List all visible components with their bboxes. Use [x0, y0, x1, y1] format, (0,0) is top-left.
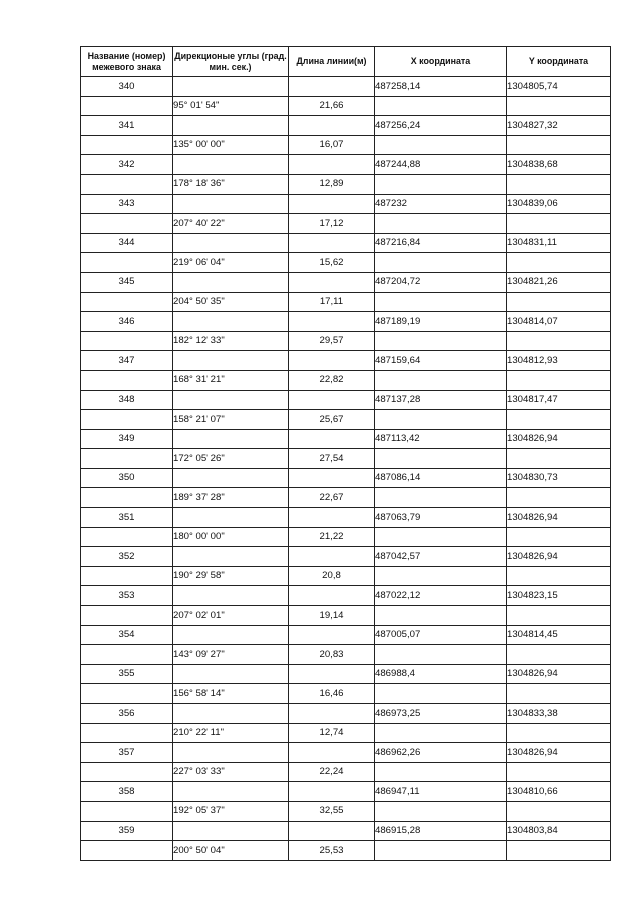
- x-coordinate-cell: 487137,28: [375, 390, 507, 410]
- point-row: [81, 77, 611, 97]
- x-coordinate-cell: 487258,14: [375, 77, 507, 97]
- x-coordinate-cell: 487005,07: [375, 625, 507, 645]
- y-coordinate-cell-empty: [507, 449, 611, 469]
- point-row: [81, 155, 611, 175]
- direction-angle-cell: 192° 05' 37": [173, 801, 289, 821]
- mark-name-cell-empty: [81, 214, 173, 234]
- y-coordinate-cell: 1304821,26: [507, 272, 611, 292]
- direction-angle-cell: 227° 03' 33": [173, 762, 289, 782]
- y-coordinate-cell-empty: [507, 762, 611, 782]
- length-cell-empty: [289, 155, 375, 175]
- x-coordinate-cell: 487042,57: [375, 547, 507, 567]
- y-coordinate-cell-empty: [507, 135, 611, 155]
- header-x-coordinate: X координата: [375, 47, 507, 77]
- direction-angle-cell: 204° 50' 35": [173, 292, 289, 312]
- line-length-cell: 20,8: [289, 566, 375, 586]
- point-row: [81, 468, 611, 488]
- line-length-cell: 32,55: [289, 801, 375, 821]
- segment-row: [81, 331, 611, 351]
- mark-name-cell: 340: [81, 77, 173, 97]
- y-coordinate-cell-empty: [507, 527, 611, 547]
- mark-name-cell-empty: [81, 645, 173, 665]
- mark-name-cell: 347: [81, 351, 173, 371]
- x-coordinate-cell-empty: [375, 253, 507, 273]
- y-coordinate-cell: 1304814,07: [507, 312, 611, 332]
- angle-cell-empty: [173, 821, 289, 841]
- line-length-cell: 27,54: [289, 449, 375, 469]
- y-coordinate-cell-empty: [507, 684, 611, 704]
- y-coordinate-cell-empty: [507, 410, 611, 430]
- point-row: [81, 664, 611, 684]
- mark-name-cell-empty: [81, 762, 173, 782]
- point-row: [81, 547, 611, 567]
- length-cell-empty: [289, 547, 375, 567]
- length-cell-empty: [289, 390, 375, 410]
- y-coordinate-cell-empty: [507, 292, 611, 312]
- x-coordinate-cell-empty: [375, 331, 507, 351]
- x-coordinate-cell: 487159,64: [375, 351, 507, 371]
- mark-name-cell-empty: [81, 801, 173, 821]
- y-coordinate-cell: 1304817,47: [507, 390, 611, 410]
- segment-row: [81, 841, 611, 861]
- y-coordinate-cell-empty: [507, 331, 611, 351]
- mark-name-cell: 348: [81, 390, 173, 410]
- y-coordinate-cell: 1304827,32: [507, 116, 611, 136]
- point-row: [81, 782, 611, 802]
- x-coordinate-cell-empty: [375, 645, 507, 665]
- length-cell-empty: [289, 77, 375, 97]
- x-coordinate-cell-empty: [375, 96, 507, 116]
- segment-row: [81, 645, 611, 665]
- direction-angle-cell: 180° 00' 00": [173, 527, 289, 547]
- segment-row: [81, 527, 611, 547]
- x-coordinate-cell: 486947,11: [375, 782, 507, 802]
- direction-angle-cell: 143° 09' 27": [173, 645, 289, 665]
- angle-cell-empty: [173, 782, 289, 802]
- mark-name-cell-empty: [81, 292, 173, 312]
- mark-name-cell: 353: [81, 586, 173, 606]
- direction-angle-cell: 135° 00' 00": [173, 135, 289, 155]
- length-cell-empty: [289, 233, 375, 253]
- segment-row: [81, 370, 611, 390]
- mark-name-cell-empty: [81, 841, 173, 861]
- y-coordinate-cell-empty: [507, 96, 611, 116]
- mark-name-cell-empty: [81, 488, 173, 508]
- x-coordinate-cell: 487216,84: [375, 233, 507, 253]
- length-cell-empty: [289, 664, 375, 684]
- point-row: [81, 429, 611, 449]
- mark-name-cell-empty: [81, 410, 173, 430]
- angle-cell-empty: [173, 312, 289, 332]
- y-coordinate-cell: 1304826,94: [507, 547, 611, 567]
- y-coordinate-cell: 1304831,11: [507, 233, 611, 253]
- x-coordinate-cell-empty: [375, 370, 507, 390]
- segment-row: [81, 606, 611, 626]
- angle-cell-empty: [173, 77, 289, 97]
- direction-angle-cell: 189° 37' 28": [173, 488, 289, 508]
- length-cell-empty: [289, 351, 375, 371]
- y-coordinate-cell: 1304833,38: [507, 704, 611, 724]
- line-length-cell: 22,67: [289, 488, 375, 508]
- length-cell-empty: [289, 312, 375, 332]
- mark-name-cell-empty: [81, 370, 173, 390]
- x-coordinate-cell: 486988,4: [375, 664, 507, 684]
- y-coordinate-cell: 1304826,94: [507, 429, 611, 449]
- line-length-cell: 20,83: [289, 645, 375, 665]
- angle-cell-empty: [173, 704, 289, 724]
- mark-name-cell: 359: [81, 821, 173, 841]
- line-length-cell: 16,07: [289, 135, 375, 155]
- y-coordinate-cell-empty: [507, 645, 611, 665]
- mark-name-cell: 355: [81, 664, 173, 684]
- direction-angle-cell: 182° 12' 33": [173, 331, 289, 351]
- line-length-cell: 22,82: [289, 370, 375, 390]
- direction-angle-cell: 207° 40' 22": [173, 214, 289, 234]
- point-row: [81, 390, 611, 410]
- line-length-cell: 29,57: [289, 331, 375, 351]
- mark-name-cell-empty: [81, 684, 173, 704]
- length-cell-empty: [289, 508, 375, 528]
- length-cell-empty: [289, 704, 375, 724]
- x-coordinate-cell: 487063,79: [375, 508, 507, 528]
- point-row: [81, 625, 611, 645]
- header-direction-angle: Дирекционые углы (град. мин. сек.): [173, 47, 289, 77]
- x-coordinate-cell-empty: [375, 841, 507, 861]
- x-coordinate-cell-empty: [375, 606, 507, 626]
- direction-angle-cell: 168° 31' 21": [173, 370, 289, 390]
- point-row: [81, 272, 611, 292]
- point-row: [81, 194, 611, 214]
- angle-cell-empty: [173, 194, 289, 214]
- point-row: [81, 116, 611, 136]
- line-length-cell: 17,12: [289, 214, 375, 234]
- angle-cell-empty: [173, 508, 289, 528]
- y-coordinate-cell: 1304805,74: [507, 77, 611, 97]
- x-coordinate-cell-empty: [375, 214, 507, 234]
- mark-name-cell-empty: [81, 527, 173, 547]
- direction-angle-cell: 158° 21' 07": [173, 410, 289, 430]
- segment-row: [81, 174, 611, 194]
- line-length-cell: 17,11: [289, 292, 375, 312]
- x-coordinate-cell-empty: [375, 410, 507, 430]
- y-coordinate-cell: 1304839,06: [507, 194, 611, 214]
- x-coordinate-cell-empty: [375, 684, 507, 704]
- point-row: [81, 586, 611, 606]
- angle-cell-empty: [173, 155, 289, 175]
- direction-angle-cell: 200° 50' 04": [173, 841, 289, 861]
- point-row: [81, 351, 611, 371]
- length-cell-empty: [289, 821, 375, 841]
- mark-name-cell: 352: [81, 547, 173, 567]
- y-coordinate-cell: 1304814,45: [507, 625, 611, 645]
- length-cell-empty: [289, 272, 375, 292]
- segment-row: [81, 253, 611, 273]
- direction-angle-cell: 95° 01' 54": [173, 96, 289, 116]
- x-coordinate-cell: 487189,19: [375, 312, 507, 332]
- x-coordinate-cell-empty: [375, 292, 507, 312]
- y-coordinate-cell: 1304803,84: [507, 821, 611, 841]
- y-coordinate-cell: 1304838,68: [507, 155, 611, 175]
- angle-cell-empty: [173, 351, 289, 371]
- y-coordinate-cell: 1304826,94: [507, 743, 611, 763]
- x-coordinate-cell: 487256,24: [375, 116, 507, 136]
- length-cell-empty: [289, 194, 375, 214]
- x-coordinate-cell-empty: [375, 488, 507, 508]
- x-coordinate-cell: 486915,28: [375, 821, 507, 841]
- direction-angle-cell: 210° 22' 11": [173, 723, 289, 743]
- y-coordinate-cell: 1304823,15: [507, 586, 611, 606]
- mark-name-cell: 344: [81, 233, 173, 253]
- y-coordinate-cell: 1304812,93: [507, 351, 611, 371]
- length-cell-empty: [289, 625, 375, 645]
- point-row: [81, 312, 611, 332]
- mark-name-cell-empty: [81, 566, 173, 586]
- point-row: [81, 508, 611, 528]
- x-coordinate-cell-empty: [375, 449, 507, 469]
- angle-cell-empty: [173, 429, 289, 449]
- table-header-row: [81, 47, 611, 77]
- y-coordinate-cell-empty: [507, 174, 611, 194]
- boundary-marks-table: [80, 46, 611, 861]
- mark-name-cell: 351: [81, 508, 173, 528]
- angle-cell-empty: [173, 664, 289, 684]
- x-coordinate-cell-empty: [375, 566, 507, 586]
- x-coordinate-cell: 487232: [375, 194, 507, 214]
- segment-row: [81, 96, 611, 116]
- mark-name-cell: 358: [81, 782, 173, 802]
- segment-row: [81, 449, 611, 469]
- direction-angle-cell: 219° 06' 04": [173, 253, 289, 273]
- y-coordinate-cell-empty: [507, 214, 611, 234]
- header-y-coordinate: Y координата: [507, 47, 611, 77]
- line-length-cell: 25,53: [289, 841, 375, 861]
- angle-cell-empty: [173, 625, 289, 645]
- angle-cell-empty: [173, 743, 289, 763]
- y-coordinate-cell-empty: [507, 841, 611, 861]
- direction-angle-cell: 172° 05' 26": [173, 449, 289, 469]
- segment-row: [81, 135, 611, 155]
- x-coordinate-cell-empty: [375, 174, 507, 194]
- mark-name-cell: 354: [81, 625, 173, 645]
- length-cell-empty: [289, 468, 375, 488]
- y-coordinate-cell: 1304830,73: [507, 468, 611, 488]
- x-coordinate-cell: 487204,72: [375, 272, 507, 292]
- line-length-cell: 12,89: [289, 174, 375, 194]
- length-cell-empty: [289, 782, 375, 802]
- segment-row: [81, 762, 611, 782]
- x-coordinate-cell: 487113,42: [375, 429, 507, 449]
- x-coordinate-cell: 487086,14: [375, 468, 507, 488]
- y-coordinate-cell-empty: [507, 370, 611, 390]
- mark-name-cell: 346: [81, 312, 173, 332]
- angle-cell-empty: [173, 116, 289, 136]
- x-coordinate-cell: 486973,25: [375, 704, 507, 724]
- angle-cell-empty: [173, 390, 289, 410]
- y-coordinate-cell: 1304826,94: [507, 664, 611, 684]
- mark-name-cell: 356: [81, 704, 173, 724]
- x-coordinate-cell: 487022,12: [375, 586, 507, 606]
- line-length-cell: 21,66: [289, 96, 375, 116]
- mark-name-cell-empty: [81, 606, 173, 626]
- segment-row: [81, 723, 611, 743]
- line-length-cell: 16,46: [289, 684, 375, 704]
- angle-cell-empty: [173, 586, 289, 606]
- mark-name-cell-empty: [81, 96, 173, 116]
- line-length-cell: 19,14: [289, 606, 375, 626]
- y-coordinate-cell-empty: [507, 488, 611, 508]
- x-coordinate-cell: 486962,26: [375, 743, 507, 763]
- direction-angle-cell: 156° 58' 14": [173, 684, 289, 704]
- length-cell-empty: [289, 743, 375, 763]
- y-coordinate-cell-empty: [507, 606, 611, 626]
- y-coordinate-cell-empty: [507, 253, 611, 273]
- direction-angle-cell: 178° 18' 36": [173, 174, 289, 194]
- angle-cell-empty: [173, 547, 289, 567]
- mark-name-cell: 345: [81, 272, 173, 292]
- angle-cell-empty: [173, 272, 289, 292]
- mark-name-cell: 349: [81, 429, 173, 449]
- y-coordinate-cell-empty: [507, 801, 611, 821]
- line-length-cell: 21,22: [289, 527, 375, 547]
- angle-cell-empty: [173, 233, 289, 253]
- mark-name-cell: 357: [81, 743, 173, 763]
- direction-angle-cell: 190° 29' 58": [173, 566, 289, 586]
- mark-name-cell-empty: [81, 253, 173, 273]
- mark-name-cell: 342: [81, 155, 173, 175]
- y-coordinate-cell-empty: [507, 723, 611, 743]
- mark-name-cell: 350: [81, 468, 173, 488]
- segment-row: [81, 292, 611, 312]
- segment-row: [81, 566, 611, 586]
- line-length-cell: 25,67: [289, 410, 375, 430]
- mark-name-cell-empty: [81, 331, 173, 351]
- y-coordinate-cell: 1304810,66: [507, 782, 611, 802]
- y-coordinate-cell-empty: [507, 566, 611, 586]
- direction-angle-cell: 207° 02' 01": [173, 606, 289, 626]
- x-coordinate-cell-empty: [375, 801, 507, 821]
- line-length-cell: 12,74: [289, 723, 375, 743]
- segment-row: [81, 488, 611, 508]
- y-coordinate-cell: 1304826,94: [507, 508, 611, 528]
- segment-row: [81, 801, 611, 821]
- header-mark-name: Название (номер) межевого знака: [81, 47, 173, 77]
- line-length-cell: 15,62: [289, 253, 375, 273]
- segment-row: [81, 684, 611, 704]
- mark-name-cell-empty: [81, 449, 173, 469]
- header-line-length: Длина линии(м): [289, 47, 375, 77]
- length-cell-empty: [289, 429, 375, 449]
- x-coordinate-cell-empty: [375, 527, 507, 547]
- point-row: [81, 233, 611, 253]
- x-coordinate-cell-empty: [375, 762, 507, 782]
- mark-name-cell: 343: [81, 194, 173, 214]
- x-coordinate-cell: 487244,88: [375, 155, 507, 175]
- mark-name-cell-empty: [81, 174, 173, 194]
- segment-row: [81, 410, 611, 430]
- mark-name-cell-empty: [81, 723, 173, 743]
- length-cell-empty: [289, 116, 375, 136]
- length-cell-empty: [289, 586, 375, 606]
- segment-row: [81, 214, 611, 234]
- x-coordinate-cell-empty: [375, 135, 507, 155]
- table-body: [81, 77, 611, 861]
- mark-name-cell: 341: [81, 116, 173, 136]
- mark-name-cell-empty: [81, 135, 173, 155]
- angle-cell-empty: [173, 468, 289, 488]
- point-row: [81, 743, 611, 763]
- x-coordinate-cell-empty: [375, 723, 507, 743]
- line-length-cell: 22,24: [289, 762, 375, 782]
- point-row: [81, 704, 611, 724]
- point-row: [81, 821, 611, 841]
